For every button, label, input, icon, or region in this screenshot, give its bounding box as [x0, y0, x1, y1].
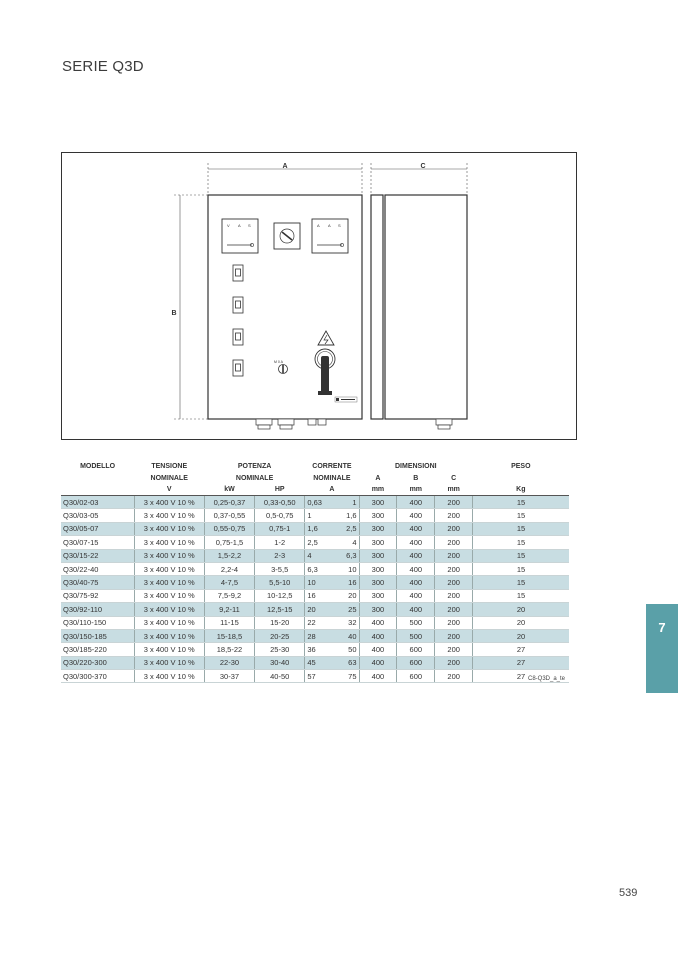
- dimension-b: [174, 195, 208, 419]
- cell-c: 200: [435, 536, 473, 549]
- cell-kw: 0,75-1,5: [204, 536, 254, 549]
- cell-b: 500: [397, 616, 435, 629]
- cell-c: 200: [435, 616, 473, 629]
- cell-model: Q30/07-15: [61, 536, 134, 549]
- cell-model: Q30/92-110: [61, 603, 134, 616]
- cell-a: 300: [359, 562, 397, 575]
- dimension-c: [371, 163, 467, 193]
- cell-voltage: 3 x 400 V 10 %: [134, 576, 204, 589]
- cell-hp: 25-30: [255, 643, 305, 656]
- cell-i2: 4: [329, 536, 359, 549]
- cell-i1: 2,5: [305, 536, 329, 549]
- cell-hp: 40-50: [255, 670, 305, 683]
- cell-c: 200: [435, 629, 473, 642]
- cell-b: 400: [397, 603, 435, 616]
- cell-hp: 5,5-10: [255, 576, 305, 589]
- cell-kg: 15: [473, 549, 569, 562]
- cell-i1: 6,3: [305, 562, 329, 575]
- table-row: [61, 522, 569, 535]
- cell-i2: 25: [329, 603, 359, 616]
- document-code: C8-Q3D_a_te: [528, 676, 566, 682]
- cell-kw: 1,5-2,2: [204, 549, 254, 562]
- cell-model: Q30/05-07: [61, 522, 134, 535]
- cell-voltage: 3 x 400 V 10 %: [134, 603, 204, 616]
- table-row: [61, 509, 569, 522]
- table-row: [61, 656, 569, 669]
- cell-hp: 30-40: [255, 656, 305, 669]
- cell-c: 200: [435, 496, 473, 509]
- cell-kw: 18,5-22: [204, 643, 254, 656]
- cell-c: 200: [435, 656, 473, 669]
- cell-i2: 40: [329, 629, 359, 642]
- cell-kg: 27: [473, 643, 569, 656]
- header-dimensioni: DIMENSIONI: [395, 462, 437, 470]
- cell-c: 200: [435, 589, 473, 602]
- table-row: [61, 589, 569, 602]
- cell-model: Q30/150-185: [61, 629, 134, 642]
- enclosure-diagram-svg: [62, 153, 578, 441]
- cell-a: 300: [359, 536, 397, 549]
- cell-c: 200: [435, 522, 473, 535]
- table-row: [61, 643, 569, 656]
- cell-b: 400: [397, 589, 435, 602]
- cell-kw: 0,25-0,37: [204, 496, 254, 509]
- cell-voltage: 3 x 400 V 10 %: [134, 522, 204, 535]
- unit-peso: Kg: [473, 484, 569, 496]
- cell-kw: 7,5-9,2: [204, 589, 254, 602]
- svg-text:A: A: [328, 223, 331, 228]
- cell-model: Q30/75-92: [61, 589, 134, 602]
- cell-i1: 22: [305, 616, 329, 629]
- table-units-row: [61, 484, 569, 496]
- cell-i2: 10: [329, 562, 359, 575]
- cell-b: 400: [397, 496, 435, 509]
- cell-a: 400: [359, 643, 397, 656]
- cell-b: 500: [397, 629, 435, 642]
- selector-switch-icon: [274, 223, 300, 249]
- cell-model: Q30/02-03: [61, 496, 134, 509]
- cell-model: Q30/03-05: [61, 509, 134, 522]
- header-potenza: POTENZA: [237, 462, 272, 470]
- cell-voltage: 3 x 400 V 10 %: [134, 536, 204, 549]
- cell-a: 300: [359, 509, 397, 522]
- cell-kg: 27: [473, 656, 569, 669]
- cell-model: Q30/15-22: [61, 549, 134, 562]
- cell-c: 200: [435, 603, 473, 616]
- cell-kg: 20: [473, 616, 569, 629]
- cell-kg: 15: [473, 589, 569, 602]
- table-header-row-2: [61, 472, 569, 484]
- cell-hp: 1-2: [255, 536, 305, 549]
- cell-hp: 20-25: [255, 629, 305, 642]
- cell-a: 400: [359, 656, 397, 669]
- cell-kw: 22-30: [204, 656, 254, 669]
- cell-kg: 15: [473, 562, 569, 575]
- dimension-c-label: C: [420, 163, 426, 170]
- cell-c: 200: [435, 562, 473, 575]
- cell-i2: 63: [329, 656, 359, 669]
- cell-b: 400: [397, 576, 435, 589]
- unit-c: mm: [435, 484, 473, 496]
- cell-b: 400: [397, 562, 435, 575]
- cell-i1: 57: [305, 670, 329, 683]
- cell-hp: 3-5,5: [255, 562, 305, 575]
- cell-kg: 15: [473, 509, 569, 522]
- header-blank: [61, 472, 134, 484]
- cell-i1: 10: [305, 576, 329, 589]
- cell-voltage: 3 x 400 V 10 %: [134, 643, 204, 656]
- ammeter-icon: [312, 219, 348, 253]
- cell-c: 200: [435, 549, 473, 562]
- cell-a: 300: [359, 522, 397, 535]
- cell-model: Q30/185-220: [61, 643, 134, 656]
- cell-b: 400: [397, 522, 435, 535]
- cell-kw: 15-18,5: [204, 629, 254, 642]
- table-row: [61, 616, 569, 629]
- cell-c: 200: [435, 643, 473, 656]
- voltmeter-icon: [222, 219, 258, 253]
- cell-kg: 15: [473, 536, 569, 549]
- cell-kg: 27: [473, 670, 569, 683]
- table-header-row-1: [61, 460, 569, 472]
- cell-kg: 15: [473, 522, 569, 535]
- svg-text:A: A: [238, 223, 241, 228]
- svg-text:M 0 A: M 0 A: [274, 360, 283, 364]
- page-title: SERIE Q3D: [62, 58, 144, 75]
- dimension-a-label: A: [282, 163, 288, 170]
- cell-kg: 20: [473, 603, 569, 616]
- cell-i1: 0,63: [305, 496, 329, 509]
- cell-i2: 6,3: [329, 549, 359, 562]
- cell-b: 400: [397, 536, 435, 549]
- cell-i1: 45: [305, 656, 329, 669]
- cell-i2: 1: [329, 496, 359, 509]
- cell-i2: 50: [329, 643, 359, 656]
- cell-voltage: 3 x 400 V 10 %: [134, 656, 204, 669]
- cell-i1: 28: [305, 629, 329, 642]
- cell-kw: 11-15: [204, 616, 254, 629]
- header-dim-b: B: [413, 474, 419, 482]
- header-tensione-sub: NOMINALE: [150, 474, 188, 482]
- cell-kg: 15: [473, 576, 569, 589]
- cell-a: 300: [359, 496, 397, 509]
- cell-kw: 2,2-4: [204, 562, 254, 575]
- header-peso: PESO: [511, 462, 531, 470]
- cell-hp: 10-12,5: [255, 589, 305, 602]
- unit-a: mm: [359, 484, 397, 496]
- table-row: [61, 496, 569, 509]
- cell-c: 200: [435, 509, 473, 522]
- cell-hp: 0,33-0,50: [255, 496, 305, 509]
- cell-voltage: 3 x 400 V 10 %: [134, 589, 204, 602]
- cell-i1: 16: [305, 589, 329, 602]
- unit-hp: HP: [255, 484, 305, 496]
- cell-a: 400: [359, 670, 397, 683]
- cell-model: Q30/22-40: [61, 562, 134, 575]
- cell-b: 600: [397, 670, 435, 683]
- chapter-tab[interactable]: [646, 604, 678, 693]
- cell-i2: 1,6: [329, 509, 359, 522]
- header-modello: MODELLO: [80, 462, 116, 470]
- dimension-b-label: B: [171, 310, 177, 317]
- cell-model: Q30/110-150: [61, 616, 134, 629]
- table-row: [61, 536, 569, 549]
- unit-tensione: V: [134, 484, 204, 496]
- cell-hp: 12,5-15: [255, 603, 305, 616]
- cell-b: 600: [397, 656, 435, 669]
- panel-door-edge: [371, 195, 383, 419]
- cell-kw: 4-7,5: [204, 576, 254, 589]
- header-tensione: TENSIONE: [151, 462, 188, 470]
- unit-blank: [61, 484, 134, 496]
- cell-i1: 20: [305, 603, 329, 616]
- cell-voltage: 3 x 400 V 10 %: [134, 562, 204, 575]
- cell-a: 300: [359, 589, 397, 602]
- cell-hp: 15-20: [255, 616, 305, 629]
- cell-a: 400: [359, 629, 397, 642]
- cell-kw: 0,55-0,75: [204, 522, 254, 535]
- svg-text:A: A: [317, 223, 320, 228]
- header-dim-c: C: [451, 474, 457, 482]
- table-row: [61, 562, 569, 575]
- cell-i1: 1,6: [305, 522, 329, 535]
- cell-i2: 20: [329, 589, 359, 602]
- cell-c: 200: [435, 576, 473, 589]
- table-row: [61, 549, 569, 562]
- cell-kg: 15: [473, 496, 569, 509]
- cell-i2: 32: [329, 616, 359, 629]
- cell-kw: 30-37: [204, 670, 254, 683]
- specifications-table: [61, 460, 569, 683]
- cable-gland-side: [436, 419, 452, 429]
- unit-kw: kW: [204, 484, 254, 496]
- unit-corrente: A: [305, 484, 359, 496]
- table-row: [61, 629, 569, 642]
- cell-i2: 16: [329, 576, 359, 589]
- cell-model: Q30/220-300: [61, 656, 134, 669]
- table-row: [61, 603, 569, 616]
- cell-kg: 20: [473, 629, 569, 642]
- header-corrente-sub: NOMINALE: [313, 474, 351, 482]
- table-row: [61, 670, 569, 683]
- header-dim-a: A: [375, 474, 381, 482]
- cell-kw: 9,2-11: [204, 603, 254, 616]
- enclosure-drawing: [61, 152, 577, 440]
- cell-voltage: 3 x 400 V 10 %: [134, 549, 204, 562]
- page-number: 539: [619, 887, 638, 899]
- cell-i1: 4: [305, 549, 329, 562]
- cell-hp: 0,75-1: [255, 522, 305, 535]
- cell-a: 400: [359, 616, 397, 629]
- panel-side: [385, 195, 467, 419]
- table-row: [61, 576, 569, 589]
- cell-voltage: 3 x 400 V 10 %: [134, 496, 204, 509]
- svg-text:S: S: [338, 223, 341, 228]
- cell-hp: 0,5-0,75: [255, 509, 305, 522]
- cell-model: Q30/300-370: [61, 670, 134, 683]
- cell-a: 300: [359, 576, 397, 589]
- table-body: [61, 496, 569, 683]
- cell-a: 300: [359, 603, 397, 616]
- cell-i2: 75: [329, 670, 359, 683]
- header-blank: [473, 472, 569, 484]
- logo-plate-icon: [335, 397, 357, 402]
- cell-voltage: 3 x 400 V 10 %: [134, 509, 204, 522]
- cell-i1: 36: [305, 643, 329, 656]
- cell-voltage: 3 x 400 V 10 %: [134, 629, 204, 642]
- cell-b: 400: [397, 509, 435, 522]
- svg-text:V: V: [227, 223, 230, 228]
- cell-voltage: 3 x 400 V 10 %: [134, 616, 204, 629]
- cell-a: 300: [359, 549, 397, 562]
- cell-model: Q30/40-75: [61, 576, 134, 589]
- cell-b: 400: [397, 549, 435, 562]
- cable-glands-front: [256, 419, 326, 429]
- cell-hp: 2-3: [255, 549, 305, 562]
- cell-i1: 1: [305, 509, 329, 522]
- unit-b: mm: [397, 484, 435, 496]
- header-corrente: CORRENTE: [312, 462, 352, 470]
- header-potenza-sub: NOMINALE: [235, 474, 274, 482]
- cell-c: 200: [435, 670, 473, 683]
- chapter-tab-number: 7: [658, 620, 666, 635]
- cell-i2: 2,5: [329, 522, 359, 535]
- cell-b: 600: [397, 643, 435, 656]
- cell-kw: 0,37-0,55: [204, 509, 254, 522]
- svg-text:S: S: [248, 223, 251, 228]
- cell-voltage: 3 x 400 V 10 %: [134, 670, 204, 683]
